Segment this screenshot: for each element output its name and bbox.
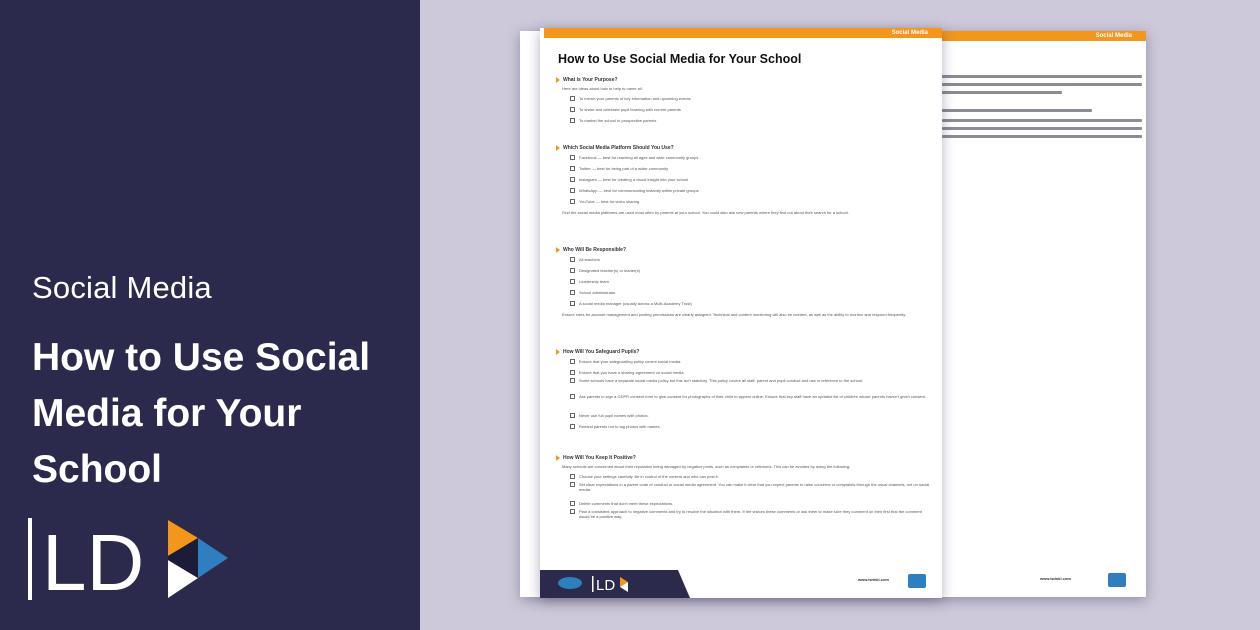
checkbox-icon	[570, 279, 575, 284]
arrow-icon	[556, 247, 560, 253]
checklist-item: WhatsApp — best for communicating instantly within private groups	[570, 185, 930, 196]
section-safeguard	[556, 348, 930, 432]
checkbox-icon	[570, 370, 575, 375]
checkbox-icon	[570, 413, 575, 418]
checklist-item: Designated teacher(s) or leader(s)	[570, 265, 930, 276]
back-footer-url: www.twinkl.com	[1040, 576, 1071, 581]
checklist-item: To inform your parents of key information and upcoming events	[570, 93, 930, 104]
document-page-front	[540, 28, 942, 598]
checkbox-icon	[570, 290, 575, 295]
section-paragraph: Ensure roles for account management and posting permissions are clearly assigned. Technical and content monitoring will also be needed, as well as the ability to monitor and respond frequently.	[562, 312, 907, 317]
section-paragraph: Find the social media platforms are used most often by parents at your school. You could also ask new parents where they find out about their search for a school.	[562, 210, 849, 215]
checkbox-icon	[570, 482, 575, 487]
arrow-icon	[556, 455, 560, 461]
section-heading: What is Your Purpose?	[563, 77, 618, 83]
checkbox-icon	[570, 199, 575, 204]
arrow-icon	[556, 77, 560, 83]
footer-logo-text: LD	[596, 577, 616, 594]
checkbox-icon	[570, 424, 575, 429]
checkbox-icon	[570, 155, 575, 160]
checklist-item: Facebook — best for reaching all ages and wide community groups	[570, 152, 930, 163]
checklist-item: Plan a consistent approach to negative comments and try to resolve the situation with them. If the visitors these comments or ask them to make sure they comment on their first that the comment would be a positive way.	[570, 509, 930, 525]
checklist-item: Remind parents not to tag photos with names.	[570, 421, 930, 432]
band-label: Social Media	[1095, 33, 1132, 39]
checkbox-icon	[570, 257, 575, 262]
checklist-item: To share and celebrate pupil learning with current parents	[570, 104, 930, 115]
band-label: Social Media	[891, 30, 928, 36]
document-title: How to Use Social Media for Your School	[558, 52, 802, 66]
checklist-item: Choose your settings carefully. Be in control of the content and who can post it.	[570, 471, 930, 482]
section-heading: How Will You Safeguard Pupils?	[563, 349, 640, 355]
checkbox-icon	[570, 501, 575, 506]
checklist-item: All teachers	[570, 254, 930, 265]
checkbox-icon	[570, 301, 575, 306]
checkbox-icon	[570, 166, 575, 171]
category-label: Social Media	[32, 270, 212, 305]
checklist-item: To market the school to prospective parents	[570, 115, 930, 126]
checkbox-icon	[570, 359, 575, 364]
checkbox-icon	[570, 394, 575, 399]
checkbox-icon	[570, 188, 575, 193]
checklist-item: Some schools have a separate social media policy but this isn't statutory. This policy covers all staff, parent and pupil conduct and use in reference to the school.	[570, 378, 930, 394]
checkbox-icon	[570, 96, 575, 101]
section-intro: Many schools are concerned about their reputation being damaged by negative posts, such as complaints or criticisms. This can be avoided by doing the following:	[562, 464, 851, 469]
checklist-item: School administrator	[570, 287, 930, 298]
checklist-item: Twitter — best for being part of a wider community	[570, 163, 930, 174]
checkbox-icon	[570, 107, 575, 112]
checklist-item: Instagram — best for creating a visual insight into your school	[570, 174, 930, 185]
section-platform	[556, 144, 930, 219]
section-positive	[556, 454, 930, 525]
checklist-item: Never use full pupil names with photos.	[570, 410, 930, 421]
logo-text: LD	[42, 518, 145, 602]
page-footer	[540, 570, 942, 598]
ld-logo-icon	[28, 516, 248, 602]
checkbox-icon	[570, 118, 575, 123]
footer-band-icon	[540, 570, 690, 598]
front-footer-url: www.twinkl.com	[858, 577, 889, 582]
checklist-item: Ask parents to sign a GDPR consent form to give consent for photographs of their child to appear online. Ensure that key staff have an updated list of children whose parents haven't given consent.	[570, 394, 930, 410]
twinkl-badge-icon	[908, 574, 926, 588]
section-heading: Which Social Media Platform Should You Use?	[563, 145, 674, 151]
arrow-icon	[556, 349, 560, 355]
checkbox-icon	[570, 378, 575, 383]
section-responsible	[556, 246, 930, 321]
resource-title: How to Use Social Media for Your School	[32, 336, 371, 491]
section-heading: How Will You Keep It Positive?	[563, 455, 636, 461]
checkbox-icon	[570, 177, 575, 182]
arrow-icon	[556, 145, 560, 151]
checklist-item: Set clear expectations in a parent code of conduct or social media agreement. You can make it clear that you expect parents to raise concerns or complaints through the usual channels, not on social media.	[570, 482, 930, 498]
section-purpose	[556, 76, 930, 126]
checklist-item: Leadership team	[570, 276, 930, 287]
left-panel	[0, 0, 420, 630]
section-intro: Here are ideas about how to help to name all.	[562, 86, 643, 91]
twinkl-badge-icon	[1108, 573, 1126, 587]
page-header-band	[544, 28, 942, 38]
checklist-item: Delete comments that don't meet these expectations.	[570, 498, 930, 509]
checklist-item: Ensure that you have a sharing agreement on social media.	[570, 367, 930, 378]
checklist-item: YouTube — best for video sharing	[570, 196, 930, 207]
checkbox-icon	[570, 474, 575, 479]
checklist-item: Ensure that your safeguarding policy covers social media.	[570, 356, 930, 367]
checklist-item: A social media manager (usually across a Multi-Academy Trust)	[570, 298, 930, 309]
checkbox-icon	[570, 268, 575, 273]
section-heading: Who Will Be Responsible?	[563, 247, 627, 253]
checkbox-icon	[570, 509, 575, 514]
